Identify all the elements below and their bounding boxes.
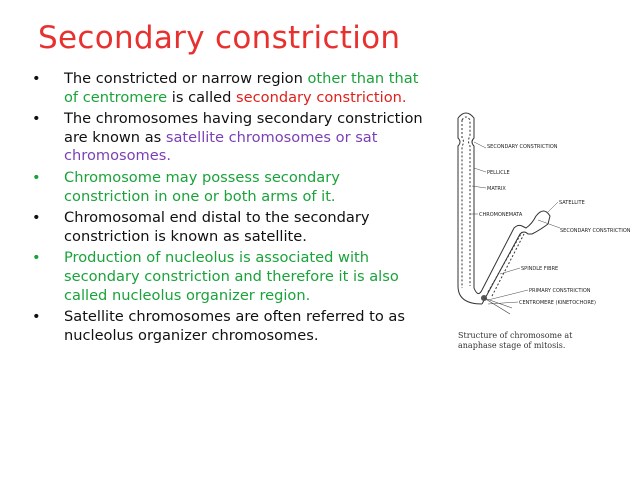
spindle-fibres xyxy=(484,298,512,314)
label-pellicle: PELLICLE xyxy=(487,170,510,176)
label-secondary-constriction: SECONDARY CONSTRICTION xyxy=(487,144,558,150)
bullet-text: Production of nucleolus is associated with secondary constriction and therefore it is also called nucleolus organizer region. xyxy=(64,249,399,304)
bullet-marker: • xyxy=(32,168,41,186)
bullet-marker: • xyxy=(32,308,41,326)
bullet-item xyxy=(30,249,425,305)
bullet-text: The constricted or narrow region other than that of centromere is called secondary constriction. xyxy=(64,70,419,106)
chromosome-long-arm xyxy=(458,113,482,304)
label-spindle-fibre: SPINDLE FIBRE xyxy=(521,266,559,272)
bullet-list xyxy=(30,70,425,348)
bullet-item xyxy=(30,308,425,345)
bullet-marker: • xyxy=(32,110,41,128)
bullet-text: Chromosomal end distal to the secondary constriction is known as satellite. xyxy=(64,209,370,245)
bullet-item xyxy=(30,209,425,246)
bullet-item xyxy=(30,110,425,166)
bullet-marker: • xyxy=(32,209,41,227)
label-satellite: SATELLITE xyxy=(559,200,585,206)
label-chromonemata: CHROMONEMATA xyxy=(479,212,523,218)
bullet-marker: • xyxy=(32,70,41,87)
figure-caption: Structure of chromosome at anaphase stage of mitosis. xyxy=(458,331,573,350)
bullet-marker: • xyxy=(32,249,41,267)
bullet-item xyxy=(30,169,425,206)
slide-title: Secondary constriction xyxy=(38,20,401,56)
label-secondary-constriction-2: SECONDARY CONSTRICTION xyxy=(560,228,631,234)
bullet-text: Satellite chromosomes are often referred to as nucleolus organizer chromosomes. xyxy=(64,308,405,344)
bullet-text: The chromosomes having secondary constriction are known as satellite chromosomes or sat chromosomes. xyxy=(64,110,423,165)
label-centromere: CENTROMERE (KINETOCHORE) xyxy=(519,300,596,306)
label-matrix: MATRIX xyxy=(487,186,506,192)
bullet-text: Chromosome may possess secondary constriction in one or both arms of it. xyxy=(64,168,340,205)
bullet-item xyxy=(30,70,425,107)
label-leader-lines xyxy=(470,142,560,304)
label-primary-constriction: PRIMARY CONSTRICTION xyxy=(529,288,591,294)
